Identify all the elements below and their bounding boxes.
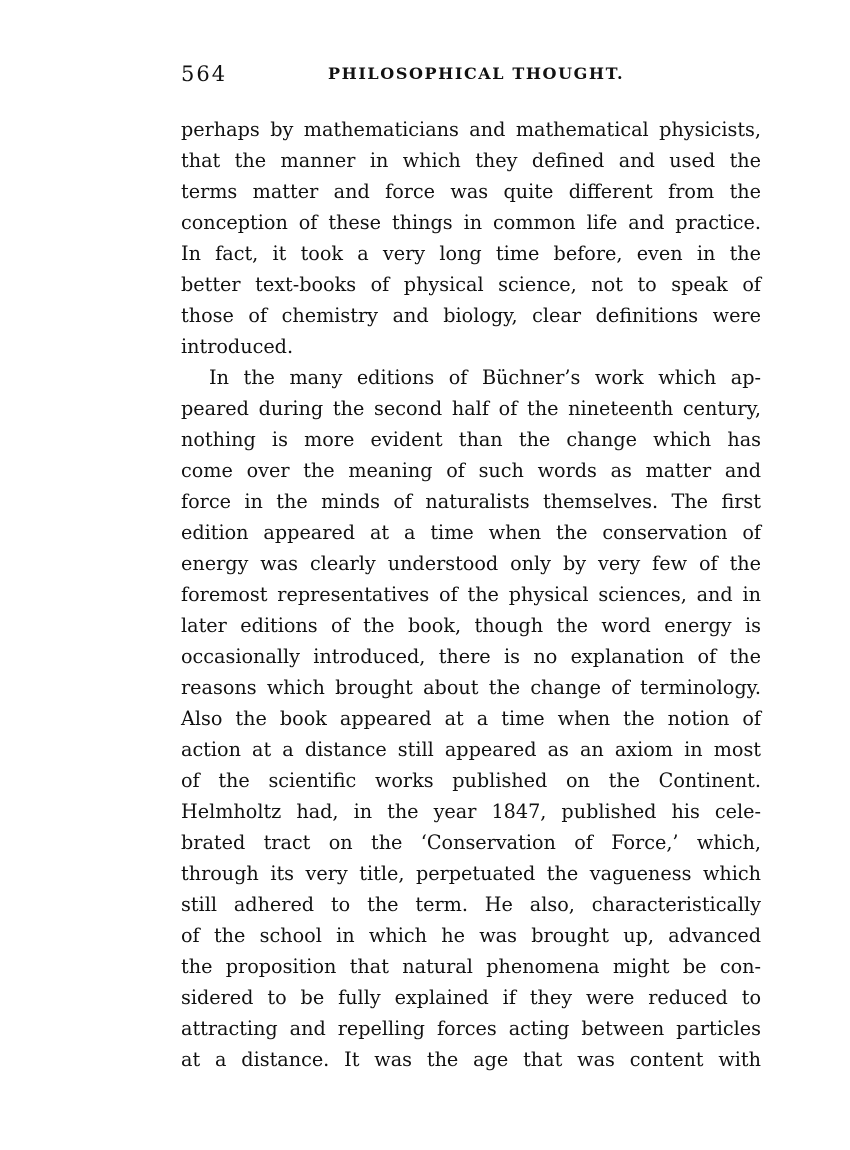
text-line: perhaps by mathematicians and mathematical physicists, — [181, 118, 761, 141]
text-line: later editions of the book, though the word energy is — [181, 614, 761, 637]
text-line: terms matter and force was quite different from the — [181, 180, 761, 203]
text-line: of the scientific works published on the Continent. — [181, 769, 761, 792]
text-line: conception of these things in common life and practice. — [181, 211, 761, 234]
text-line: sidered to be fully explained if they were reduced to — [181, 986, 761, 1009]
text-line: occasionally introduced, there is no explanation of the — [181, 645, 761, 668]
text-line: Also the book appeared at a time when the notion of — [181, 707, 761, 730]
text-line: the proposition that natural phenomena might be con- — [181, 955, 761, 978]
text-line: energy was clearly understood only by very few of the — [181, 552, 761, 575]
text-line: force in the minds of naturalists themselves. The first — [181, 490, 761, 513]
text-line: come over the meaning of such words as matter and — [181, 459, 761, 482]
page-number: 564 — [181, 62, 228, 86]
body-text — [181, 114, 761, 1075]
text-line: foremost representatives of the physical sciences, and in — [181, 583, 761, 606]
text-line: attracting and repelling forces acting between particles — [181, 1017, 761, 1040]
text-line: peared during the second half of the nineteenth century, — [181, 397, 761, 420]
text-line: action at a distance still appeared as an axiom in most — [181, 738, 761, 761]
text-line: at a distance. It was the age that was content with — [181, 1048, 761, 1071]
text-line: nothing is more evident than the change which has — [181, 428, 761, 451]
paragraph-first-line: In the many editions of Büchner’s work which ap- — [209, 366, 761, 389]
text-line: that the manner in which they defined and used the — [181, 149, 761, 172]
text-line: reasons which brought about the change of terminology. — [181, 676, 761, 699]
text-line: brated tract on the ‘Conservation of Force,’ which, — [181, 831, 761, 854]
text-line: through its very title, perpetuated the vagueness which — [181, 862, 761, 885]
text-line: those of chemistry and biology, clear definitions were — [181, 304, 761, 327]
text-line: introduced. — [181, 335, 294, 358]
running-head — [181, 62, 761, 92]
text-line: In fact, it took a very long time before, even in the — [181, 242, 761, 265]
running-title: PHILOSOPHICAL THOUGHT. — [328, 64, 625, 83]
text-line: edition appeared at a time when the conservation of — [181, 521, 761, 544]
text-line: of the school in which he was brought up, advanced — [181, 924, 761, 947]
text-line: still adhered to the term. He also, characteristically — [181, 893, 761, 916]
text-line: Helmholtz had, in the year 1847, published his cele- — [181, 800, 761, 823]
text-line: better text-books of physical science, not to speak of — [181, 273, 761, 296]
